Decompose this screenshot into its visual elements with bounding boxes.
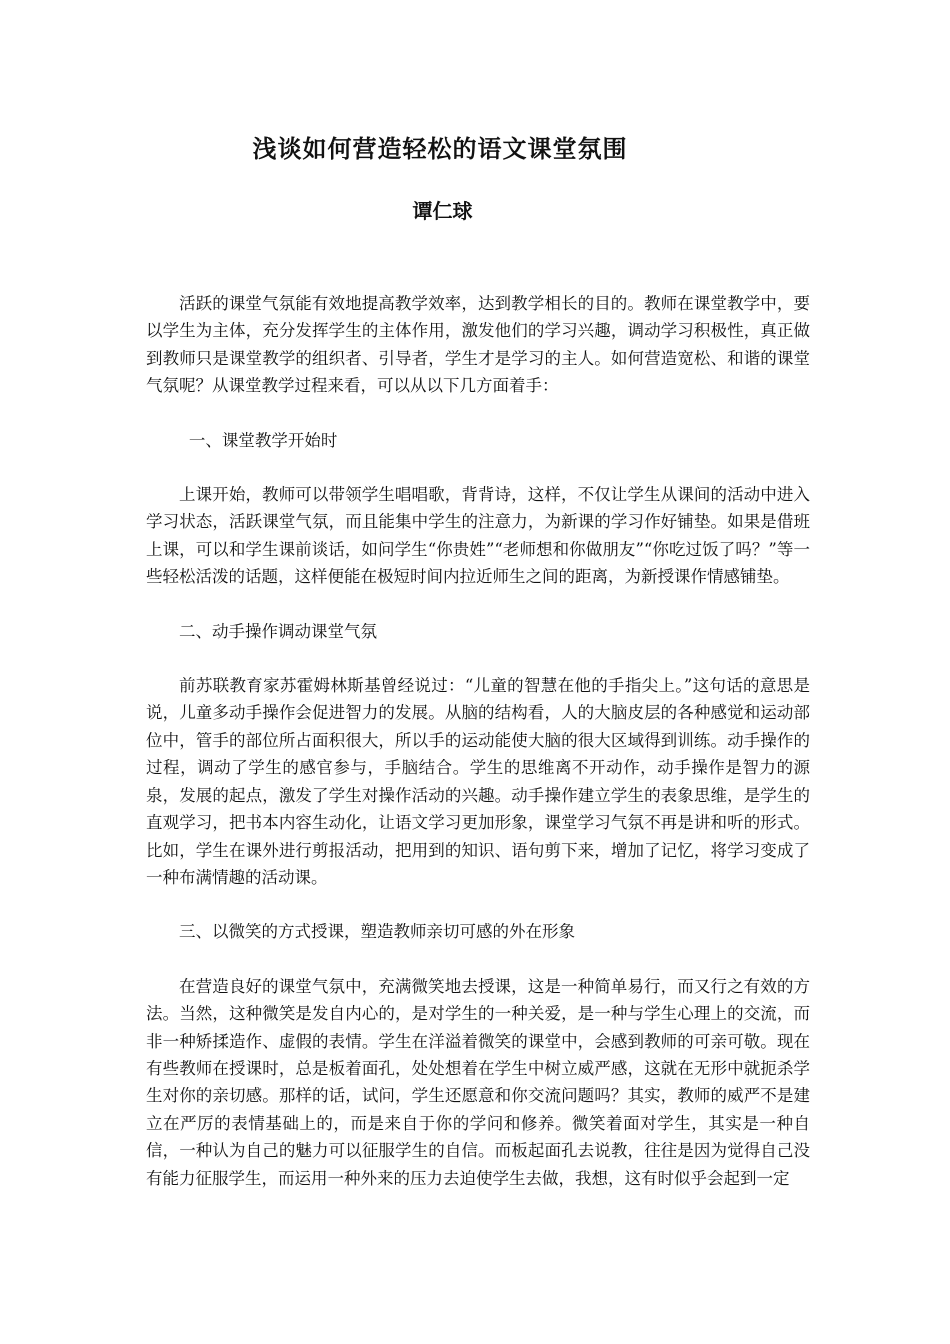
document-body <box>146 290 810 1219</box>
section-heading-3: 三、以微笑的方式授课，塑造教师亲切可感的外在形象 <box>179 922 575 942</box>
section-1-paragraph: 上课开始，教师可以带领学生唱唱歌，背背诗，这样，不仅让学生从课间的活动中进入学习状态，活跃课堂气氛，而且能集中学生的注意力，为新课的学习作好铺垫。如果是借班上课，可以和学生课前谈话，如问学生“你贵姓”“老师想和你做朋友”“你吃过饭了吗？”等一些轻松活泼的话题，这样便能在极短时间内拉近师生之间的距离，为新授课作情感铺垫。 <box>146 485 810 587</box>
section-2-paragraph: 前苏联教育家苏霍姆林斯基曾经说过：“儿童的智慧在他的手指尖上。”这句话的意思是说，儿童多动手操作会促进智力的发展。从脑的结构看，人的大脑皮层的各种感觉和运动部位中，管手的部位所占面积很大，所以手的运动能使大脑的很大区域得到训练。动手操作的过程，调动了学生的感官参与，手脑结合。学生的思维离不开动作，动手操作是智力的源泉，发展的起点，激发了学生对操作活动的兴趣。动手操作建立学生的表象思维，是学生的直观学习，把书本内容生动化，让语文学习更加形象，课堂学习气氛不再是讲和听的形式。比如，学生在课外进行剪报活动，把用到的知识、语句剪下来，增加了记忆，将学习变成了一种布满情趣的活动课。 <box>146 676 810 887</box>
document-author: 谭仁球 <box>412 199 473 223</box>
section-heading-1: 一、课堂教学开始时 <box>188 430 338 450</box>
document-title: 浅谈如何营造轻松的语文课堂氛围 <box>252 134 628 163</box>
section-heading-2: 二、动手操作调动课堂气氛 <box>179 621 377 641</box>
intro-paragraph: 活跃的课堂气氛能有效地提高教学效率，达到教学相长的目的。教师在课堂教学中，要以学生为主体，充分发挥学生的主体作用，激发他们的学习兴趣，调动学习积极性，真正做到教师只是课堂教学的组织者、引导者，学生才是学习的主人。如何营造宽松、和谐的课堂气氛呢？从课堂教学过程来看，可以从以下几方面着手： <box>146 294 810 396</box>
section-3-paragraph: 在营造良好的课堂气氛中，充满微笑地去授课，这是一种简单易行，而又行之有效的方法。当然，这种微笑是发自内心的，是对学生的一种关爱，是一种与学生心理上的交流，而非一种矫揉造作、虚假的表情。学生在洋溢着微笑的课堂中，会感到教师的可亲可敬。现在有些教师在授课时，总是板着面孔，处处想着在学生中树立威严感，这就在无形中就扼杀学生对你的亲切感。那样的话，试问，学生还愿意和你交流问题吗？其实，教师的威严不是建立在严厉的表情基础上的，而是来自于你的学问和修养。微笑着面对学生，其实是一种自信，一种认为自己的魅力可以征服学生的自信。而板起面孔去说教，往往是因为觉得自己没有能力征服学生，而运用一种外来的压力去迫使学生去做，我想，这有时似乎会起到一定 <box>146 976 810 1188</box>
